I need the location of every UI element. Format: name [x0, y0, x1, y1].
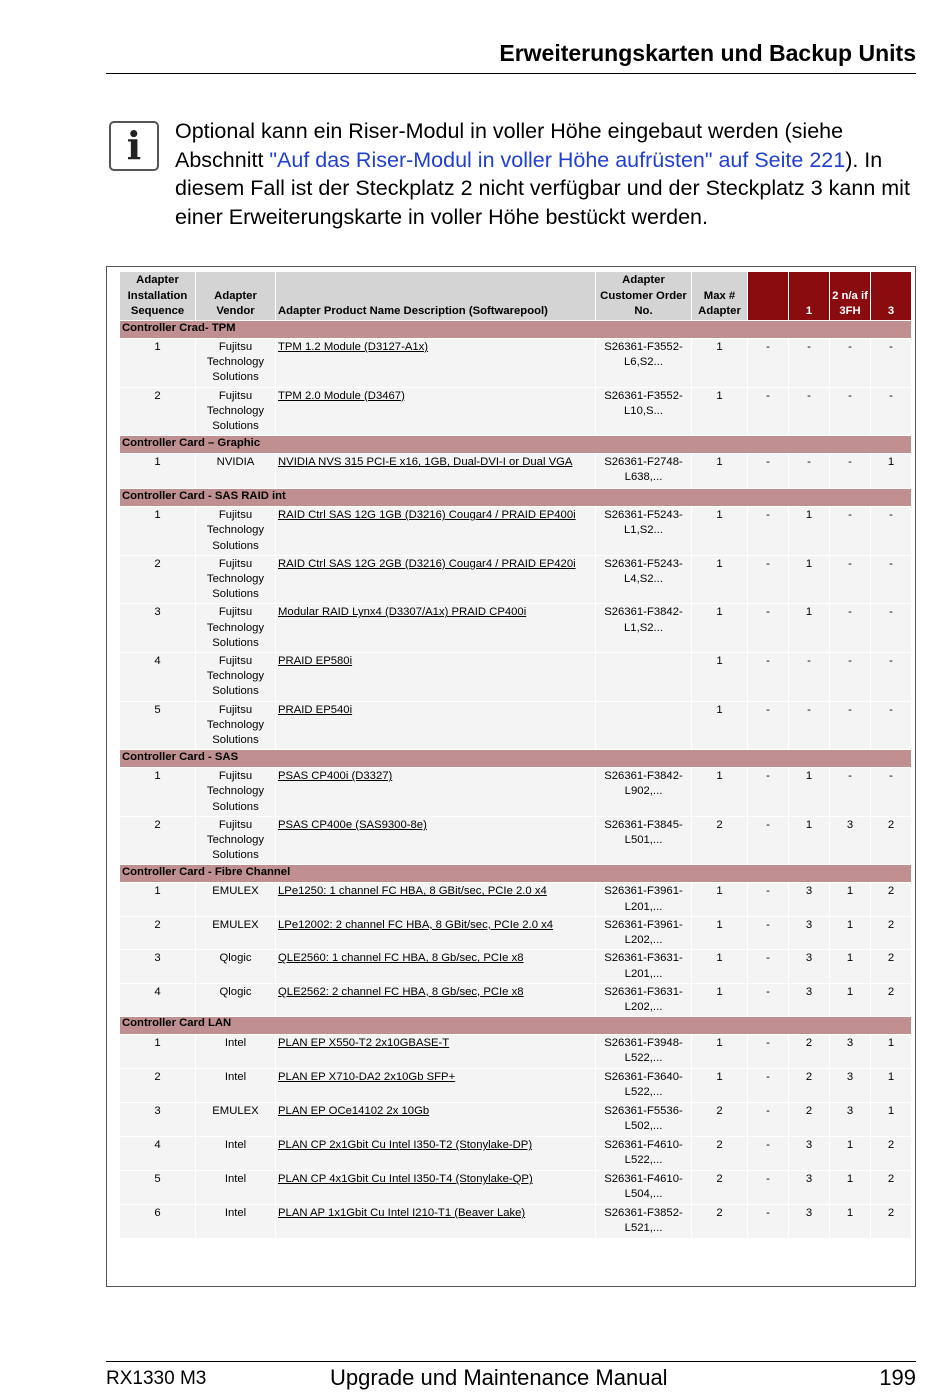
product-link[interactable]: LPe12002: 2 channel FC HBA, 8 GBit/sec, PCIe 2.0 x4	[278, 918, 554, 931]
cell-product-name	[276, 454, 596, 489]
cell-slot-2: -	[830, 555, 871, 604]
cell-product-name	[276, 1035, 596, 1069]
cell-slot-2: -	[830, 768, 871, 817]
cell-slot-blank: -	[748, 555, 789, 604]
table-row	[120, 454, 912, 489]
cell-slot-1: -	[789, 454, 830, 489]
cell-slot-2: 1	[830, 1137, 871, 1171]
cell-max-adapter: 1	[692, 507, 748, 556]
header-slot-2: 2 n/a if 3FH	[830, 272, 871, 321]
cell-sequence: 2	[120, 1069, 196, 1103]
cell-product-name	[276, 1205, 596, 1239]
table-row	[120, 950, 912, 983]
cell-product-name	[276, 387, 596, 436]
cell-product-name	[276, 604, 596, 653]
product-link[interactable]: PLAN EP OCe14102 2x 10Gb	[278, 1105, 430, 1118]
cell-vendor: EMULEX	[196, 916, 276, 949]
cell-product-name	[276, 555, 596, 604]
cell-slot-2: -	[830, 454, 871, 489]
page-number: 199	[879, 1365, 916, 1390]
table-row	[120, 916, 912, 949]
cell-product-name	[276, 339, 596, 388]
cell-sequence: 2	[120, 555, 196, 604]
cell-slot-2: 1	[830, 1205, 871, 1239]
cell-max-adapter: 1	[692, 1035, 748, 1069]
cell-slot-blank: -	[748, 604, 789, 653]
cell-slot-1: 3	[789, 983, 830, 1016]
cell-vendor: Fujitsu Technology Solutions	[196, 701, 276, 750]
cell-product-name	[276, 768, 596, 817]
cell-max-adapter: 1	[692, 1069, 748, 1103]
cell-slot-blank: -	[748, 387, 789, 436]
cell-slot-1: 2	[789, 1103, 830, 1137]
cell-slot-blank: -	[748, 1103, 789, 1137]
table-header-row	[120, 272, 912, 321]
cell-sequence: 6	[120, 1205, 196, 1239]
footer-divider	[106, 1361, 916, 1362]
cell-slot-2: -	[830, 653, 871, 702]
cell-vendor: Fujitsu Technology Solutions	[196, 816, 276, 865]
header-installation-sequence: Adapter Installation Sequence	[120, 272, 196, 321]
cell-max-adapter: 1	[692, 555, 748, 604]
product-link[interactable]: PLAN EP X710-DA2 2x10Gb SFP+	[278, 1071, 456, 1084]
cell-sequence: 4	[120, 653, 196, 702]
product-link[interactable]: PSAS CP400e (SAS9300-8e)	[278, 818, 427, 831]
product-link[interactable]: TPM 1.2 Module (D3127-A1x)	[278, 341, 429, 353]
header-divider	[106, 73, 916, 74]
cell-slot-2: 1	[830, 883, 871, 916]
adapter-table	[119, 271, 912, 1239]
cell-product-name	[276, 883, 596, 916]
cell-product-name	[276, 1069, 596, 1103]
cell-sequence: 2	[120, 816, 196, 865]
header-slot-blank	[748, 272, 789, 321]
table-row	[120, 768, 912, 817]
cell-slot-1: -	[789, 701, 830, 750]
cell-max-adapter: 1	[692, 916, 748, 949]
cell-slot-2: -	[830, 507, 871, 556]
table-row	[120, 1137, 912, 1171]
cell-slot-3: 2	[871, 950, 912, 983]
cell-sequence: 4	[120, 1137, 196, 1171]
cell-order-number: S26361-F3961-L202,...	[596, 916, 692, 949]
table-row	[120, 1171, 912, 1205]
cell-sequence: 1	[120, 507, 196, 556]
product-link[interactable]: PSAS CP400i (D3327)	[278, 770, 393, 783]
cell-slot-2: 1	[830, 1171, 871, 1205]
cell-max-adapter: 2	[692, 1205, 748, 1239]
cell-order-number: S26361-F3631-L201,...	[596, 950, 692, 983]
cell-order-number: S26361-F3552-L6,S2...	[596, 339, 692, 388]
cell-slot-1: 1	[789, 816, 830, 865]
header-adapter-vendor: Adapter Vendor	[196, 272, 276, 321]
cell-slot-3: 2	[871, 1171, 912, 1205]
section-title: Controller Card - SAS RAID int	[120, 489, 912, 507]
cell-slot-1: 2	[789, 1035, 830, 1069]
section-title: Controller Crad- TPM	[120, 321, 912, 339]
cell-slot-3: 1	[871, 1035, 912, 1069]
cell-slot-3: -	[871, 653, 912, 702]
product-link[interactable]: Modular RAID Lynx4 (D3307/A1x) PRAID CP400i	[278, 606, 527, 619]
cell-slot-blank: -	[748, 816, 789, 865]
cell-order-number: S26361-F3948-L522,...	[596, 1035, 692, 1069]
cell-slot-3: -	[871, 339, 912, 388]
section-row	[120, 436, 912, 454]
section-title: Controller Card – Graphic	[120, 436, 912, 454]
cell-slot-blank: -	[748, 1035, 789, 1069]
cell-order-number	[596, 653, 692, 702]
table-row	[120, 1103, 912, 1137]
cell-vendor: Intel	[196, 1137, 276, 1171]
cell-slot-1: 3	[789, 1171, 830, 1205]
product-link[interactable]: NVIDIA NVS 315 PCI-E x16, 1GB, Dual-DVI-I or Dual VGA	[278, 456, 573, 469]
cell-slot-blank: -	[748, 1069, 789, 1103]
cell-vendor: Qlogic	[196, 983, 276, 1016]
cell-sequence: 3	[120, 604, 196, 653]
cell-slot-3: 2	[871, 916, 912, 949]
cell-order-number: S26361-F3640-L522,...	[596, 1069, 692, 1103]
section-row	[120, 1017, 912, 1035]
cell-slot-3: 2	[871, 816, 912, 865]
cell-slot-1: 3	[789, 1205, 830, 1239]
cell-vendor: Fujitsu Technology Solutions	[196, 768, 276, 817]
cell-sequence: 4	[120, 983, 196, 1016]
adapter-table-frame	[106, 266, 916, 1287]
cell-slot-blank: -	[748, 983, 789, 1016]
product-link[interactable]: PLAN EP X550-T2 2x10GBASE-T	[278, 1037, 450, 1050]
table-row	[120, 507, 912, 556]
header-slot-1: 1	[789, 272, 830, 321]
note-text-after: ). In diesem Fall ist der Steckplatz 2 nicht verfügbar und der Steckplatz 3 kann mit einer Erweiterungskarte in voller Höhe bestückt werden.	[175, 147, 910, 229]
cell-slot-2: -	[830, 387, 871, 436]
cell-slot-blank: -	[748, 1205, 789, 1239]
cell-slot-blank: -	[748, 339, 789, 388]
cell-vendor: NVIDIA	[196, 454, 276, 489]
cell-slot-3: -	[871, 701, 912, 750]
product-link[interactable]: LPe1250: 1 channel FC HBA, 8 GBit/sec, PCIe 2.0 x4	[278, 885, 547, 898]
table-row	[120, 555, 912, 604]
cell-slot-blank: -	[748, 916, 789, 949]
cell-max-adapter: 1	[692, 387, 748, 436]
section-row	[120, 750, 912, 768]
table-row	[120, 983, 912, 1016]
cell-max-adapter: 1	[692, 883, 748, 916]
product-link[interactable]: PLAN CP 2x1Gbit Cu Intel I350-T2 (Stonylake-DP)	[278, 1139, 533, 1152]
cell-slot-2: 1	[830, 983, 871, 1016]
cell-slot-2: 3	[830, 1103, 871, 1137]
product-link[interactable]: TPM 2.0 Module (D3467)	[278, 389, 405, 402]
cell-product-name	[276, 507, 596, 556]
cell-product-name	[276, 701, 596, 750]
table-row	[120, 701, 912, 750]
cell-product-name	[276, 916, 596, 949]
cell-sequence: 1	[120, 1035, 196, 1069]
cell-sequence: 1	[120, 883, 196, 916]
cell-slot-3: -	[871, 604, 912, 653]
cell-slot-1: -	[789, 387, 830, 436]
cell-slot-1: -	[789, 339, 830, 388]
cell-product-name	[276, 983, 596, 1016]
cell-vendor: Intel	[196, 1205, 276, 1239]
cell-max-adapter: 1	[692, 950, 748, 983]
cell-vendor: EMULEX	[196, 1103, 276, 1137]
product-link[interactable]: PRAID EP540i	[278, 703, 353, 716]
cell-vendor: Intel	[196, 1171, 276, 1205]
cell-vendor: Qlogic	[196, 950, 276, 983]
cell-slot-blank: -	[748, 701, 789, 750]
cell-product-name	[276, 1103, 596, 1137]
table-row	[120, 1069, 912, 1103]
note-text-before: Optional kann ein Riser-Modul in voller Höhe eingebaut werden (siehe Abschnitt	[175, 119, 844, 172]
cell-sequence: 1	[120, 339, 196, 388]
cell-slot-3: -	[871, 507, 912, 556]
cell-order-number: S26361-F5243-L4,S2...	[596, 555, 692, 604]
cell-max-adapter: 1	[692, 701, 748, 750]
section-title: Controller Card - Fibre Channel	[120, 865, 912, 883]
cell-slot-2: 1	[830, 950, 871, 983]
cell-max-adapter: 1	[692, 604, 748, 653]
cell-vendor: Fujitsu Technology Solutions	[196, 604, 276, 653]
product-link[interactable]: PRAID EP580i	[278, 655, 353, 668]
cell-max-adapter: 2	[692, 1137, 748, 1171]
cell-max-adapter: 2	[692, 816, 748, 865]
cell-order-number: S26361-F5536-L502,...	[596, 1103, 692, 1137]
cell-sequence: 5	[120, 701, 196, 750]
cell-slot-3: -	[871, 768, 912, 817]
cell-max-adapter: 1	[692, 768, 748, 817]
header-max-adapter: Max # Adapter	[692, 272, 748, 321]
cell-order-number: S26361-F3552-L10,S...	[596, 387, 692, 436]
cell-sequence: 2	[120, 387, 196, 436]
cell-slot-blank: -	[748, 950, 789, 983]
cell-order-number: S26361-F3842-L902,...	[596, 768, 692, 817]
cell-slot-2: -	[830, 339, 871, 388]
cell-slot-2: -	[830, 604, 871, 653]
header-slot-3: 3	[871, 272, 912, 321]
cell-sequence: 3	[120, 950, 196, 983]
cell-slot-3: 2	[871, 1205, 912, 1239]
cell-vendor: Fujitsu Technology Solutions	[196, 339, 276, 388]
table-row	[120, 1205, 912, 1239]
cell-slot-blank: -	[748, 1171, 789, 1205]
cell-vendor: Fujitsu Technology Solutions	[196, 555, 276, 604]
cell-slot-3: 2	[871, 983, 912, 1016]
product-link[interactable]: RAID Ctrl SAS 12G 1GB (D3216) Cougar4 / PRAID EP400i	[278, 509, 576, 522]
cell-slot-3: 1	[871, 1069, 912, 1103]
cell-slot-3: -	[871, 555, 912, 604]
section-row	[120, 321, 912, 339]
cell-slot-3: -	[871, 387, 912, 436]
cell-slot-1: 1	[789, 507, 830, 556]
cell-slot-2: -	[830, 701, 871, 750]
cell-slot-2: 3	[830, 816, 871, 865]
cell-order-number: S26361-F3845-L501,...	[596, 816, 692, 865]
product-link[interactable]: QLE2562: 2 channel FC HBA, 8 Gb/sec, PCIe x8	[278, 985, 524, 998]
section-row	[120, 865, 912, 883]
cell-slot-1: 1	[789, 604, 830, 653]
cell-sequence: 5	[120, 1171, 196, 1205]
product-link[interactable]: PLAN CP 4x1Gbit Cu Intel I350-T4 (Stonylake-QP)	[278, 1173, 533, 1186]
product-link[interactable]: QLE2560: 1 channel FC HBA, 8 Gb/sec, PCIe x8	[278, 952, 524, 965]
table-row	[120, 1035, 912, 1069]
header-order-number: Adapter Customer Order No.	[596, 272, 692, 321]
cell-max-adapter: 1	[692, 454, 748, 489]
cell-product-name	[276, 653, 596, 702]
product-link[interactable]: RAID Ctrl SAS 12G 2GB (D3216) Cougar4 / PRAID EP420i	[278, 557, 576, 570]
cell-product-name	[276, 950, 596, 983]
cell-max-adapter: 1	[692, 653, 748, 702]
cell-sequence: 3	[120, 1103, 196, 1137]
cell-slot-blank: -	[748, 1137, 789, 1171]
table-row	[120, 816, 912, 865]
cell-max-adapter: 2	[692, 1171, 748, 1205]
cell-slot-3: 2	[871, 883, 912, 916]
table-body	[120, 321, 912, 1239]
cell-slot-3: 2	[871, 1137, 912, 1171]
footer-manual-title: Upgrade und Maintenance Manual	[330, 1365, 668, 1390]
section-row	[120, 489, 912, 507]
info-icon: i	[109, 121, 159, 171]
cell-slot-blank: -	[748, 454, 789, 489]
cell-slot-1: 1	[789, 768, 830, 817]
cell-slot-blank: -	[748, 768, 789, 817]
info-note	[175, 117, 920, 231]
cell-vendor: Intel	[196, 1035, 276, 1069]
cell-slot-1: 3	[789, 916, 830, 949]
cell-vendor: Fujitsu Technology Solutions	[196, 507, 276, 556]
cell-slot-3: 1	[871, 1103, 912, 1137]
table-row	[120, 653, 912, 702]
table-row	[120, 604, 912, 653]
cell-vendor: Fujitsu Technology Solutions	[196, 653, 276, 702]
header-product-name: Adapter Product Name Description (Softwarepool)	[276, 272, 596, 321]
cell-product-name	[276, 1137, 596, 1171]
cell-vendor: Fujitsu Technology Solutions	[196, 387, 276, 436]
cell-slot-blank: -	[748, 507, 789, 556]
cell-slot-blank: -	[748, 883, 789, 916]
cell-order-number: S26361-F4610-L504,...	[596, 1171, 692, 1205]
cell-vendor: EMULEX	[196, 883, 276, 916]
cell-order-number: S26361-F2748-L638,...	[596, 454, 692, 489]
cell-order-number: S26361-F3631-L202,...	[596, 983, 692, 1016]
cell-product-name	[276, 816, 596, 865]
table-row	[120, 339, 912, 388]
cell-order-number: S26361-F3842-L1,S2...	[596, 604, 692, 653]
cell-order-number: S26361-F3852-L521,...	[596, 1205, 692, 1239]
cell-vendor: Intel	[196, 1069, 276, 1103]
cell-slot-1: 2	[789, 1069, 830, 1103]
page-header-title: Erweiterungskarten und Backup Units	[499, 40, 916, 66]
cell-slot-2: 3	[830, 1035, 871, 1069]
cell-slot-blank: -	[748, 653, 789, 702]
cell-slot-2: 3	[830, 1069, 871, 1103]
cell-slot-2: 1	[830, 916, 871, 949]
table-row	[120, 387, 912, 436]
cell-order-number: S26361-F5243-L1,S2...	[596, 507, 692, 556]
cell-order-number	[596, 701, 692, 750]
cell-sequence: 2	[120, 916, 196, 949]
cell-order-number: S26361-F3961-L201,...	[596, 883, 692, 916]
section-title: Controller Card LAN	[120, 1017, 912, 1035]
footer-model: RX1330 M3	[106, 1368, 207, 1389]
cell-slot-3: 1	[871, 454, 912, 489]
cell-product-name	[276, 1171, 596, 1205]
cell-sequence: 1	[120, 454, 196, 489]
cell-slot-1: 1	[789, 555, 830, 604]
cell-slot-1: -	[789, 653, 830, 702]
cell-max-adapter: 1	[692, 339, 748, 388]
cell-max-adapter: 2	[692, 1103, 748, 1137]
section-title: Controller Card - SAS	[120, 750, 912, 768]
cell-slot-1: 3	[789, 883, 830, 916]
cross-reference-link[interactable]: "Auf das Riser-Modul in voller Höhe aufrüsten" auf Seite 221	[269, 147, 846, 172]
cell-order-number: S26361-F4610-L522,...	[596, 1137, 692, 1171]
product-link[interactable]: PLAN AP 1x1Gbit Cu Intel I210-T1 (Beaver Lake)	[278, 1207, 526, 1220]
table-row	[120, 883, 912, 916]
cell-sequence: 1	[120, 768, 196, 817]
cell-slot-1: 3	[789, 1137, 830, 1171]
cell-max-adapter: 1	[692, 983, 748, 1016]
cell-slot-1: 3	[789, 950, 830, 983]
